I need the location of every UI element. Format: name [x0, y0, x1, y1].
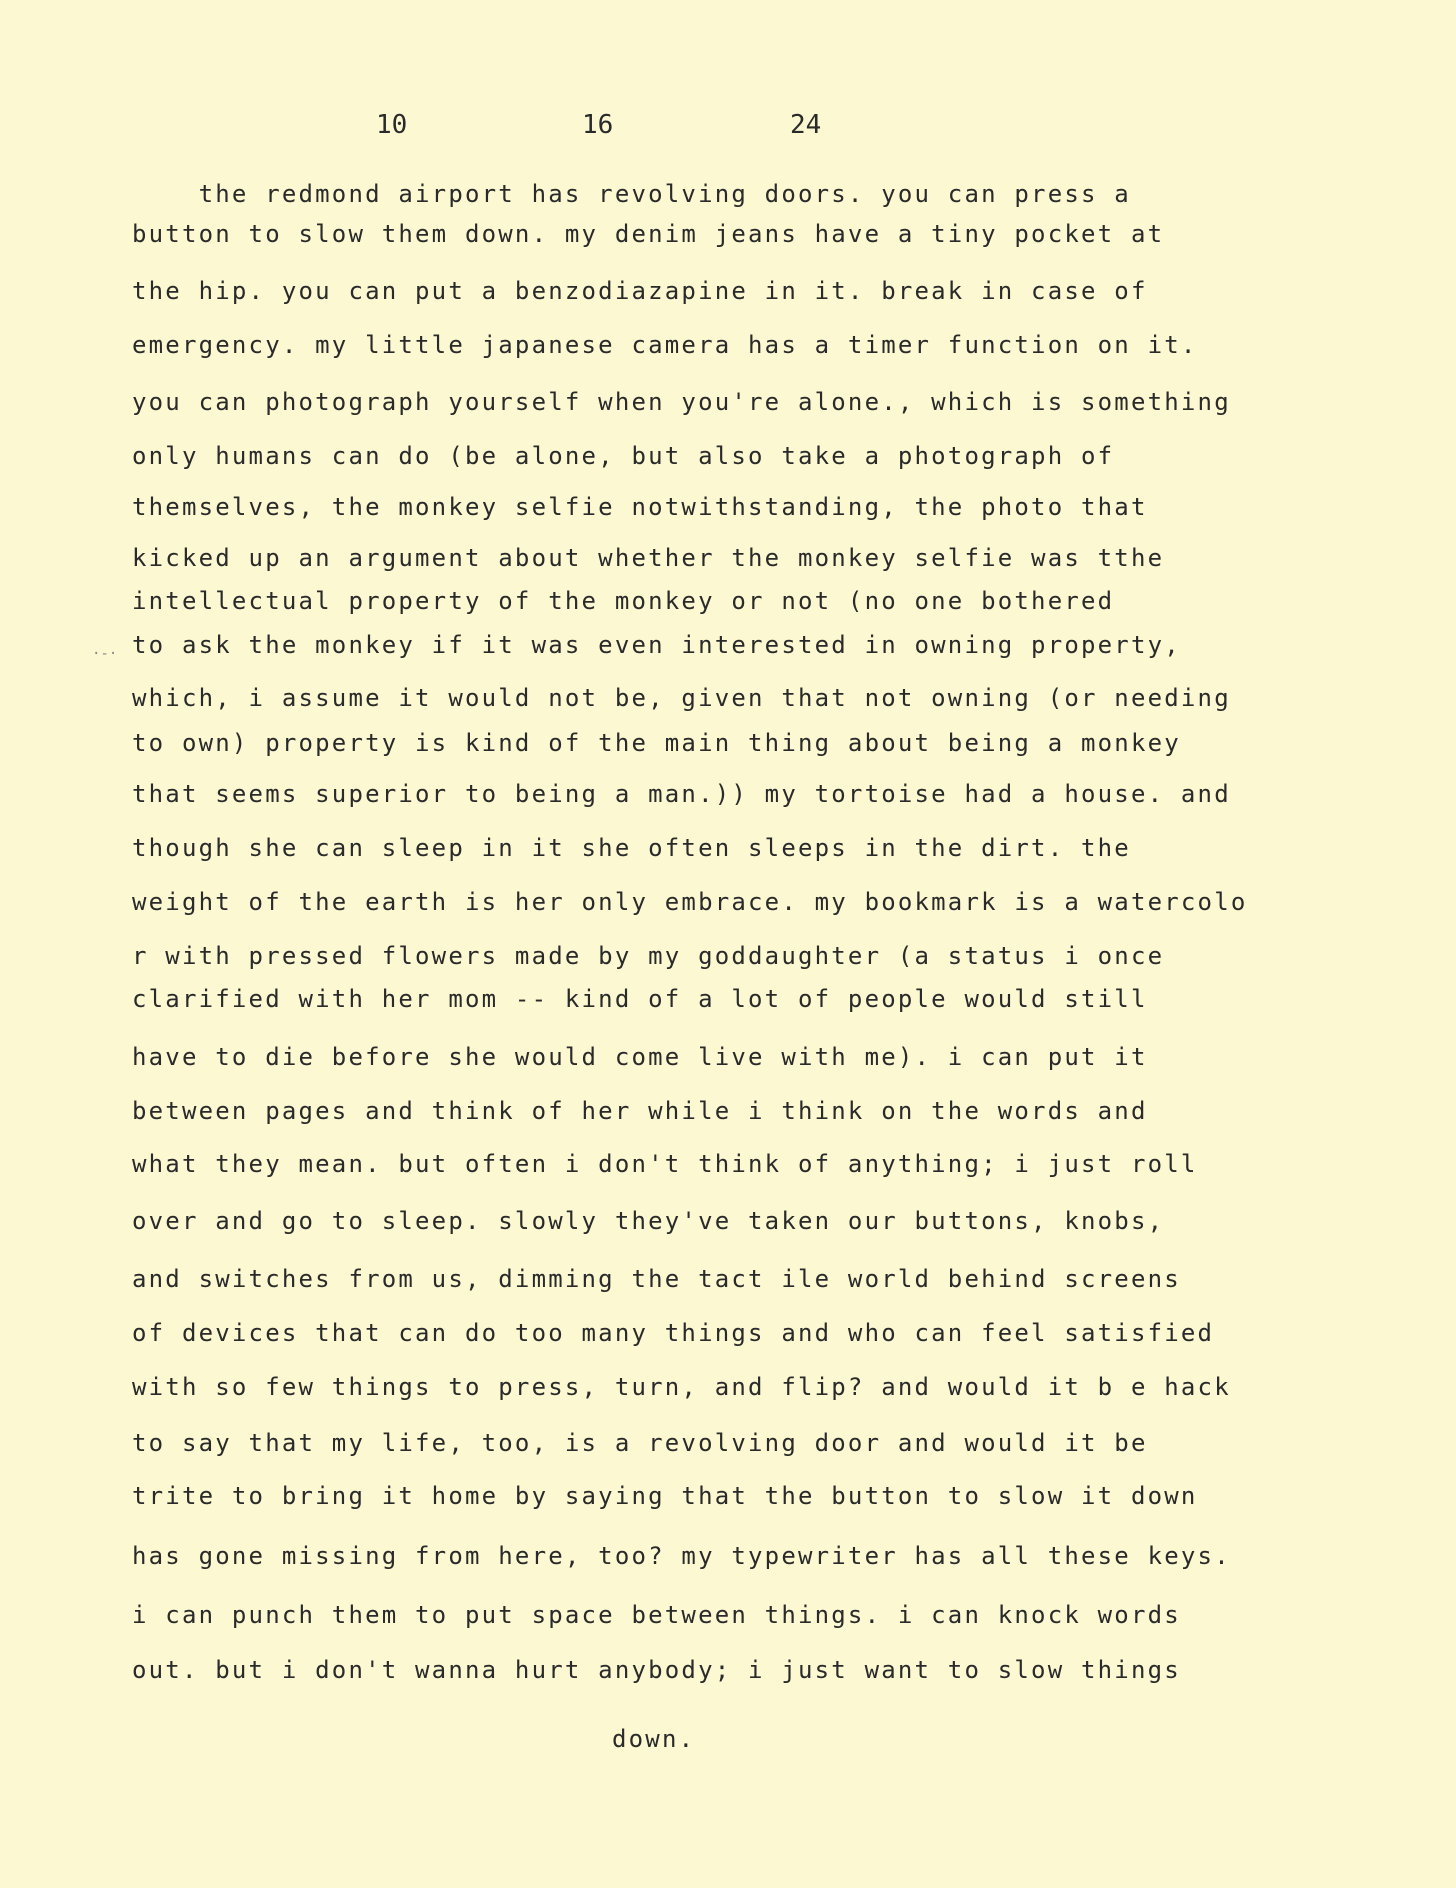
- closing-word: down.: [612, 1725, 696, 1753]
- text-line-4: emergency. my little japanese camera has a timer function on it.: [132, 331, 1198, 359]
- header-number-1: 10: [376, 110, 408, 140]
- text-line-25: to say that my life, too, is a revolving door and would it be: [132, 1429, 1148, 1457]
- text-line-14: though she can sleep in it she often sleeps in the dirt. the: [132, 834, 1131, 862]
- text-line-28: i can punch them to put space between things. i can knock words: [132, 1601, 1181, 1629]
- text-line-13: that seems superior to being a man.)) my tortoise had a house. and: [132, 780, 1231, 808]
- header-number-2: 16: [582, 110, 614, 140]
- header-number-3: 24: [790, 110, 822, 140]
- text-line-27: has gone missing from here, too? my typewriter has all these keys.: [132, 1542, 1231, 1570]
- text-line-22: and switches from us, dimming the tact ile world behind screens: [132, 1265, 1181, 1293]
- text-line-29: out. but i don't wanna hurt anybody; i just want to slow things: [132, 1656, 1181, 1684]
- text-line-16: r with pressed flowers made by my goddaughter (a status i once: [132, 942, 1165, 970]
- margin-mark: ·-·: [92, 646, 118, 662]
- text-line-2: button to slow them down. my denim jeans have a tiny pocket at: [132, 220, 1165, 248]
- text-line-20: what they mean. but often i don't think of anything; i just roll: [132, 1150, 1198, 1178]
- text-line-19: between pages and think of her while i think on the words and: [132, 1097, 1148, 1125]
- text-line-6: only humans can do (be alone, but also take a photograph of: [132, 442, 1115, 470]
- text-line-17: clarified with her mom -- kind of a lot of people would still: [132, 985, 1148, 1013]
- text-line-3: the hip. you can put a benzodiazapine in it. break in case of: [132, 277, 1148, 305]
- text-line-10: to ask the monkey if it was even interested in owning property,: [132, 631, 1181, 659]
- text-line-12: to own) property is kind of the main thing about being a monkey: [132, 729, 1181, 757]
- text-line-24: with so few things to press, turn, and flip? and would it b e hack: [132, 1373, 1231, 1401]
- text-line-11: which, i assume it would not be, given that not owning (or needing: [132, 684, 1231, 712]
- text-line-26: trite to bring it home by saying that the button to slow it down: [132, 1482, 1198, 1510]
- text-line-5: you can photograph yourself when you're alone., which is something: [132, 388, 1231, 416]
- text-line-18: have to die before she would come live with me). i can put it: [132, 1043, 1148, 1071]
- text-line-15: weight of the earth is her only embrace. my bookmark is a watercolo: [132, 888, 1248, 916]
- text-line-7: themselves, the monkey selfie notwithstanding, the photo that: [132, 493, 1148, 521]
- text-line-1: the redmond airport has revolving doors. you can press a: [132, 180, 1131, 208]
- text-line-9: intellectual property of the monkey or not (no one bothered: [132, 587, 1115, 615]
- text-line-23: of devices that can do too many things and who can feel satisfied: [132, 1319, 1215, 1347]
- text-line-8: kicked up an argument about whether the monkey selfie was tthe: [132, 544, 1165, 572]
- text-line-21: over and go to sleep. slowly they've taken our buttons, knobs,: [132, 1207, 1165, 1235]
